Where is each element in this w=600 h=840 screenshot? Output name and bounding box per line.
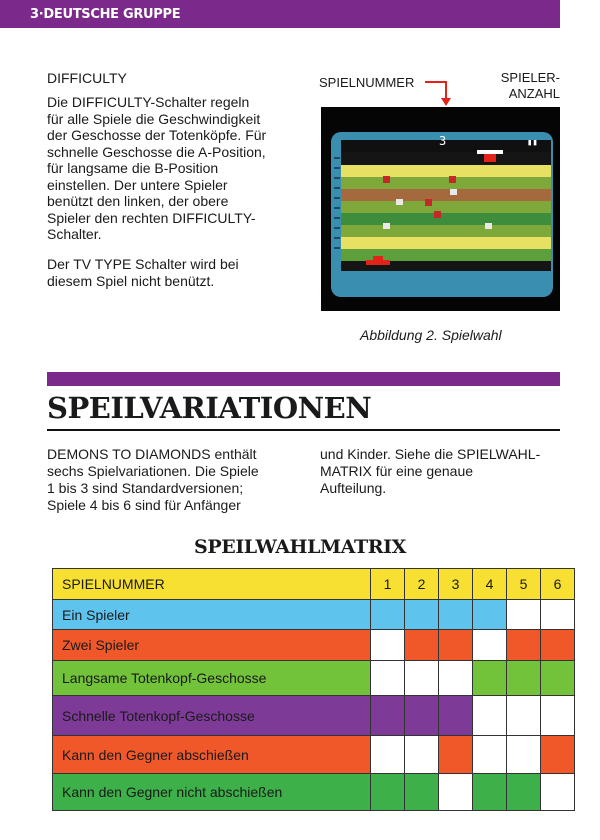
matrix-cell: [473, 600, 507, 630]
matrix-header-row: [53, 569, 575, 600]
matrix-cell: [473, 661, 507, 696]
game-number-display: 3: [439, 134, 447, 148]
matrix-row-label: Schnelle Totenkopf-Geschosse: [53, 696, 371, 736]
player-count-display: ▮▮: [527, 138, 538, 148]
matrix-cell: [371, 696, 405, 736]
matrix-cell: [371, 630, 405, 661]
matrix-cell: [371, 774, 405, 811]
text-line: Schalter.: [47, 226, 102, 242]
matrix-cell: [439, 736, 473, 774]
matrix-row: [53, 630, 575, 661]
matrix-cell: [473, 736, 507, 774]
text-line: schnelle Geschosse die A-Position,: [47, 143, 266, 160]
text-line: und Kinder. Siehe die SPIELWAHL-: [320, 446, 541, 462]
section-title: SPEILVARIATIONEN: [47, 391, 372, 425]
tv-type-paragraph: [47, 256, 297, 289]
text-line: sechs Spielvariationen. Die Spiele: [47, 463, 259, 479]
matrix-cell: [541, 600, 575, 630]
text-line: Spiele 4 bis 6 sind für Anfänger: [47, 497, 241, 513]
intro-column-1: [47, 446, 297, 514]
matrix-row-label: Kann den Gegner nicht abschießen: [53, 774, 371, 811]
matrix-row: [53, 661, 575, 696]
matrix-row: [53, 696, 575, 736]
matrix-header-game: 4: [473, 569, 507, 600]
matrix-row-label: Kann den Gegner abschießen: [53, 736, 371, 774]
text-line: Spieler den rechten DIFFICULTY-: [47, 209, 256, 226]
matrix-cell: [439, 600, 473, 630]
matrix-header-label: SPIELNUMMER: [53, 569, 371, 600]
field-stripes: [341, 140, 551, 271]
page-header-label: 3·DEUTSCHE GRUPPE: [30, 7, 181, 22]
matrix-cell: [541, 630, 575, 661]
matrix-cell: [405, 736, 439, 774]
matrix-cell: [541, 696, 575, 736]
figure-caption: Abbildung 2. Spielwahl: [360, 327, 502, 343]
arrow-down-icon: [425, 78, 455, 108]
matrix-title: SPEILWAHLMATRIX: [194, 536, 406, 558]
matrix-cell: [507, 736, 541, 774]
player-count-label: [490, 70, 560, 102]
matrix-header-game: 1: [371, 569, 405, 600]
matrix-cell: [541, 774, 575, 811]
matrix-cell: [371, 736, 405, 774]
text-line: für alle Spiele die Geschwindigkeit: [47, 110, 261, 127]
matrix-row-label: Zwei Spieler: [53, 630, 371, 661]
matrix-row: [53, 736, 575, 774]
matrix-header-game: 2: [405, 569, 439, 600]
text-line: Die DIFFICULTY-Schalter regeln: [47, 94, 250, 110]
matrix-row: [53, 600, 575, 630]
top-bar: [0, 0, 560, 28]
text-line: Aufteilung.: [320, 480, 387, 496]
game-number-label: SPIELNUMMER: [319, 75, 415, 90]
game-selection-matrix: [52, 568, 575, 811]
text-line: Der TV TYPE Schalter wird bei: [47, 256, 239, 272]
matrix-cell: [541, 661, 575, 696]
matrix-cell: [405, 630, 439, 661]
text-line: einstellen. Der untere Spieler: [47, 176, 228, 193]
text-line: MATRIX für eine genaue: [320, 463, 474, 479]
matrix-cell: [371, 661, 405, 696]
matrix-row-label: Ein Spieler: [53, 600, 371, 630]
matrix-cell: [439, 696, 473, 736]
matrix-cell: [439, 661, 473, 696]
difficulty-heading: DIFFICULTY: [47, 70, 127, 86]
text-line: DEMONS TO DIAMONDS enthält: [47, 446, 257, 462]
matrix-cell: [371, 600, 405, 630]
text-line: für langsame die B-Position: [47, 160, 219, 176]
matrix-header-game: 5: [507, 569, 541, 600]
section-divider: [47, 372, 560, 386]
game-screenshot: [321, 107, 560, 311]
matrix-header-game: 6: [541, 569, 575, 600]
matrix-cell: [405, 600, 439, 630]
matrix-cell: [405, 774, 439, 811]
matrix-cell: [405, 696, 439, 736]
matrix-cell: [473, 696, 507, 736]
matrix-cell: [473, 774, 507, 811]
player-count-label-line2: ANZAHL: [508, 86, 560, 101]
matrix-cell: [507, 630, 541, 661]
matrix-cell: [507, 696, 541, 736]
text-line: der Geschosse der Totenköpfe. Für: [47, 127, 267, 143]
text-line: 1 bis 3 sind Standardversionen;: [47, 480, 244, 496]
difficulty-paragraph: [47, 94, 297, 243]
player-count-label-line1: SPIELER-: [500, 70, 560, 85]
matrix-row: [53, 774, 575, 811]
matrix-row-label: Langsame Totenkopf-Geschosse: [53, 661, 371, 696]
text-line: diesem Spiel nicht benützt.: [47, 272, 215, 289]
matrix-cell: [541, 736, 575, 774]
matrix-cell: [405, 661, 439, 696]
matrix-cell: [507, 661, 541, 696]
matrix-header-game: 3: [439, 569, 473, 600]
matrix-cell: [507, 600, 541, 630]
matrix-cell: [439, 774, 473, 811]
intro-column-2: [320, 446, 560, 497]
matrix-cell: [439, 630, 473, 661]
section-rule: [47, 429, 560, 431]
matrix-cell: [507, 774, 541, 811]
text-line: benützt den linken, der obere: [47, 193, 229, 209]
matrix-cell: [473, 630, 507, 661]
